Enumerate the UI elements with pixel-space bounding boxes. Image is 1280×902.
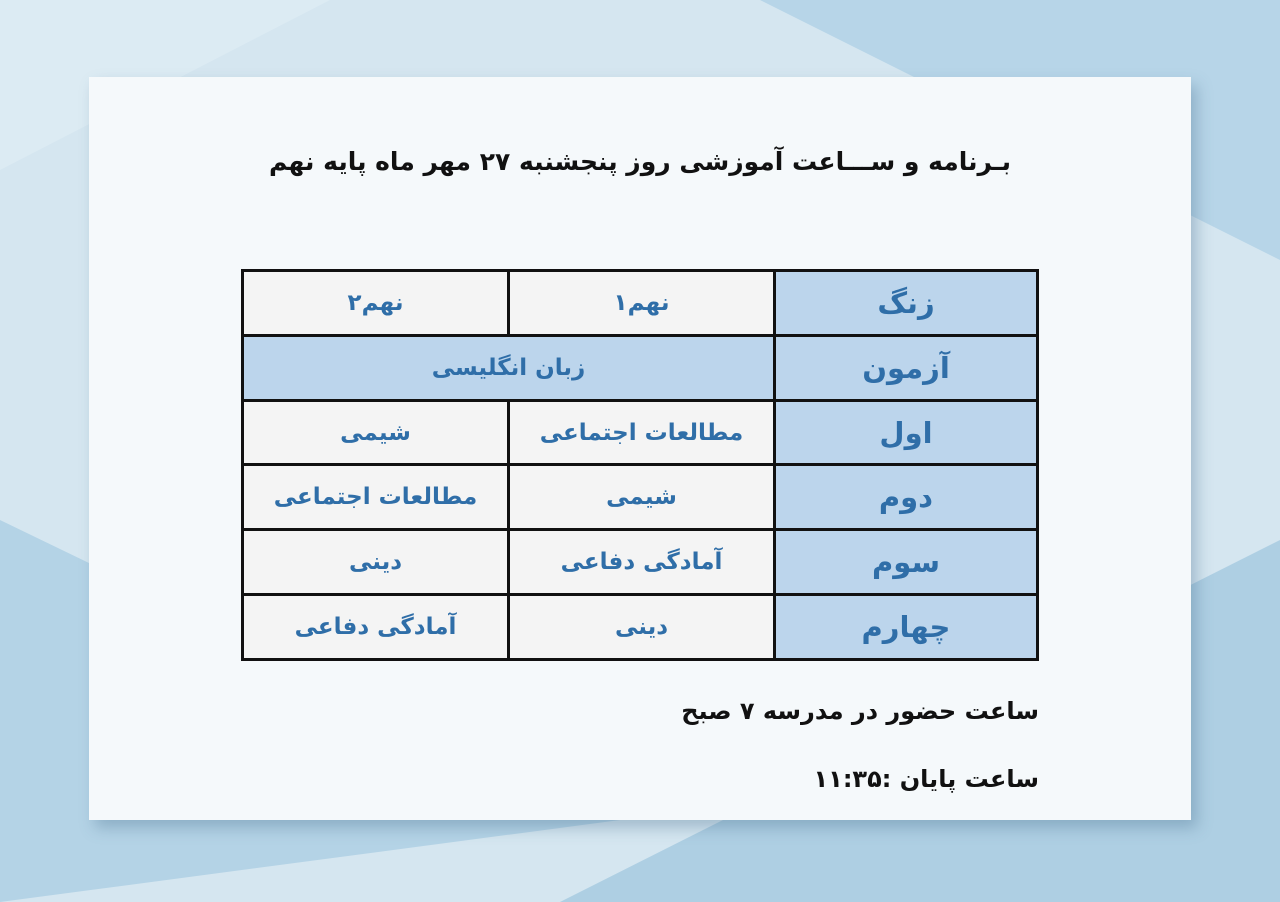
header-bell: زنگ (775, 271, 1038, 336)
class1-subject: دینی (509, 595, 775, 660)
class2-subject: مطالعات اجتماعی (243, 465, 509, 530)
exam-label: آزمون (775, 335, 1038, 400)
table-row (243, 530, 1038, 595)
bell-label: چهارم (775, 595, 1038, 660)
class2-subject: آمادگی دفاعی (243, 595, 509, 660)
table-header-row (243, 271, 1038, 336)
table-row (243, 465, 1038, 530)
end-time-note: ساعت پایان :۱۱:۳۵ (813, 765, 1039, 793)
schedule-table (241, 269, 1039, 661)
bell-label: اول (775, 400, 1038, 465)
class1-subject: مطالعات اجتماعی (509, 400, 775, 465)
table-row (243, 400, 1038, 465)
class1-subject: شیمی (509, 465, 775, 530)
class1-subject: آمادگی دفاعی (509, 530, 775, 595)
class2-subject: دینی (243, 530, 509, 595)
bell-label: دوم (775, 465, 1038, 530)
arrival-time-note: ساعت حضور در مدرسه ۷ صبح (681, 697, 1039, 725)
class2-subject: شیمی (243, 400, 509, 465)
schedule-sheet (89, 77, 1191, 820)
bell-label: سوم (775, 530, 1038, 595)
header-class2: نهم۲ (243, 271, 509, 336)
table-row (243, 595, 1038, 660)
exam-subject: زبان انگلیسی (243, 335, 775, 400)
exam-row (243, 335, 1038, 400)
page-title: بـرنامه و ســـاعت آموزشی روز پنجشنبه ۲۷ مهر ماه پایه نهم (268, 147, 1012, 176)
header-class1: نهم۱ (509, 271, 775, 336)
